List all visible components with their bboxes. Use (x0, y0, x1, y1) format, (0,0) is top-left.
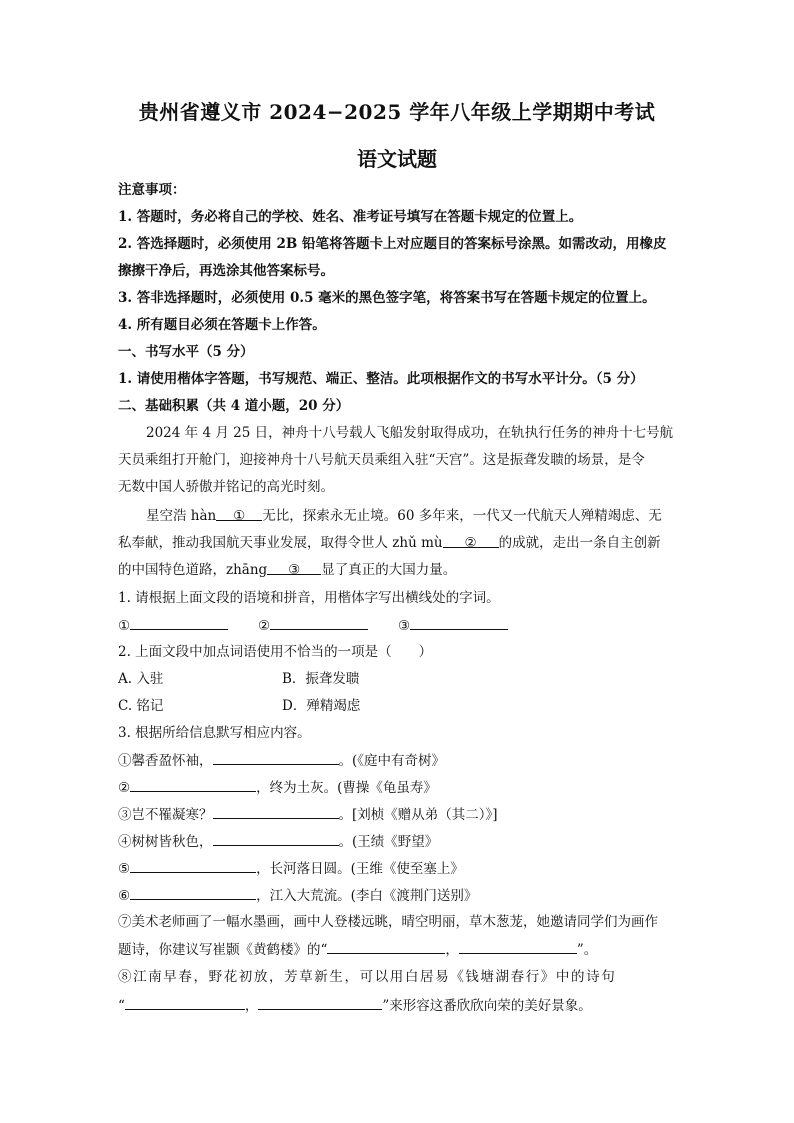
recite-line-5 (118, 858, 678, 879)
recite-blank (459, 939, 577, 954)
question-1: 1. 请根据上面文段的语境和拼音，用楷体字写出横线处的字词。 (118, 590, 500, 606)
passage-text: 私奉献，推动我国航天事业发展，取得令世人 zhǔ mù (118, 535, 443, 551)
recite-prompt: ③岂不罹凝寒？ (118, 807, 213, 823)
note-item-2-cont: 擦擦干净后，再选涂其他答案标号。 (118, 263, 334, 279)
recite-source: 。[刘桢《赠从弟（其二）》] (338, 807, 498, 823)
section1-heading: 一、书写水平（5 分） (118, 344, 254, 360)
blank-1 (216, 506, 262, 524)
page-subtitle: 语文试题 (357, 147, 437, 171)
answer-line-3 (410, 615, 508, 630)
blank-mark-2: ② (464, 535, 477, 551)
answer-mark-1: ① (118, 618, 131, 634)
recite-prompt: 题诗，你建议写崔颢《黄鹤楼》的“ (118, 942, 328, 958)
recite-line-8-cont (118, 995, 678, 1016)
passage-text: 的成就，走出一条自主创新 (498, 535, 661, 551)
recite-blank (213, 831, 339, 846)
recite-end: ”。 (576, 942, 598, 958)
recite-source: 。(王绩《野望》 (338, 834, 439, 850)
recite-comma: ， (445, 942, 459, 958)
passage-line: 天员乘组打开舱门，迎接神舟十八号航天员乘组入驻“天宫”。这是振聋发聩的场景，是令 (118, 452, 645, 468)
recite-blank (327, 939, 445, 954)
recite-line-7-cont (118, 939, 678, 960)
recite-source: 。(《庭中有奇树》 (338, 753, 446, 769)
passage-line (146, 506, 678, 526)
section2-heading: 二、基础积累（共 4 道小题，20 分） (118, 398, 350, 414)
recite-line-6 (118, 885, 678, 906)
question-2: 2. 上面文段中加点词语使用不恰当的一项是（ ） (118, 644, 433, 660)
recite-line-4 (118, 831, 678, 852)
recite-prompt: ⑥ (118, 888, 131, 904)
recite-source: ，长河落日圆。(王维《使至塞上》 (256, 861, 464, 877)
recite-line-7: ⑦美术老师画了一幅水墨画，画中人登楼远眺，晴空明丽，草木葱茏，她邀请同学们为画作 (118, 914, 658, 930)
passage-line (118, 560, 678, 580)
recite-line-2 (118, 777, 678, 798)
passage-text: 显了真正的大国力量。 (321, 562, 457, 578)
answer-line-1 (130, 615, 228, 630)
notes-heading: 注意事项： (118, 182, 186, 198)
question-3: 3. 根据所给信息默写相应内容。 (118, 725, 311, 741)
recite-prompt: ② (118, 780, 131, 796)
answer-mark-3: ③ (398, 618, 411, 634)
note-item-4: 4. 所有题目必须在答题卡上作答。 (118, 317, 326, 333)
section1-item: 1. 请使用楷体字答题，书写规范、端正、整洁。此项根据作文的书写水平计分。（5 分） (118, 371, 644, 387)
passage-line (118, 533, 678, 553)
recite-blank (213, 750, 339, 765)
recite-prompt: ①馨香盈怀袖， (118, 753, 213, 769)
recite-blank (125, 995, 245, 1010)
passage-text: 星空浩 hàn (146, 508, 217, 524)
note-item-3: 3. 答非选择题时，必须使用 0.5 毫米的黑色签字笔，将答案书写在答题卡规定的位置上。 (118, 290, 656, 306)
page-title: 贵州省遵义市 2024−2025 学年八年级上学期期中考试 (138, 100, 656, 124)
passage-text: 无比，探索永无止境。60 多年来，一代又一代航天人殚精竭虑、无 (262, 508, 662, 524)
note-item-2: 2. 答选择题时，必须使用 2B 铅笔将答题卡上对应题目的答案标号涂黑。如需改动，用橡皮 (118, 236, 667, 252)
recite-line-3 (118, 804, 678, 825)
answer-slot-3 (398, 615, 508, 636)
recite-blank (130, 777, 256, 792)
recite-prompt: ⑤ (118, 861, 131, 877)
blank-3 (267, 560, 321, 578)
option-a: A. 入驻 (118, 671, 164, 687)
recite-comma: ， (244, 998, 259, 1014)
passage-text: 的中国特色道路，zhāng (118, 562, 268, 578)
recite-blank (130, 885, 256, 900)
recite-blank (213, 804, 339, 819)
option-c: C. 铭记 (118, 698, 164, 714)
option-d: D．殚精竭虑 (282, 698, 361, 714)
passage-line: 无数中国人骄傲并铭记的高光时刻。 (118, 479, 334, 495)
blank-mark-3: ③ (288, 562, 301, 578)
answer-slot-1 (118, 615, 228, 636)
answer-line-2 (270, 615, 368, 630)
answer-slot-2 (258, 615, 368, 636)
blank-2 (443, 533, 499, 551)
recite-blank (258, 995, 382, 1010)
option-b: B．振聋发聩 (282, 671, 360, 687)
answer-mark-2: ② (258, 618, 271, 634)
blank-mark-1: ① (233, 508, 246, 524)
passage-line: 2024 年 4 月 25 日，神舟十八号载人飞船发射取得成功，在轨执行任务的神舟十七号航 (146, 425, 674, 441)
recite-open-quote: “ (118, 998, 125, 1014)
recite-end: ”来形容这番欣欣向荣的美好景象。 (382, 998, 592, 1014)
note-item-1: 1. 答题时，务必将自己的学校、姓名、准考证号填写在答题卡规定的位置上。 (118, 209, 583, 225)
recite-blank (130, 858, 256, 873)
recite-source: ，终为土灰。(曹操《龟虽寿》 (256, 780, 437, 796)
recite-line-8: ⑧江南早春，野花初放，芳草新生，可以用白居易《钱塘湖春行》中的诗句 (118, 969, 617, 985)
recite-source: ，江入大荒流。(李白《渡荆门送别》 (256, 888, 478, 904)
recite-prompt: ④树树皆秋色， (118, 834, 213, 850)
recite-line-1 (118, 750, 678, 771)
